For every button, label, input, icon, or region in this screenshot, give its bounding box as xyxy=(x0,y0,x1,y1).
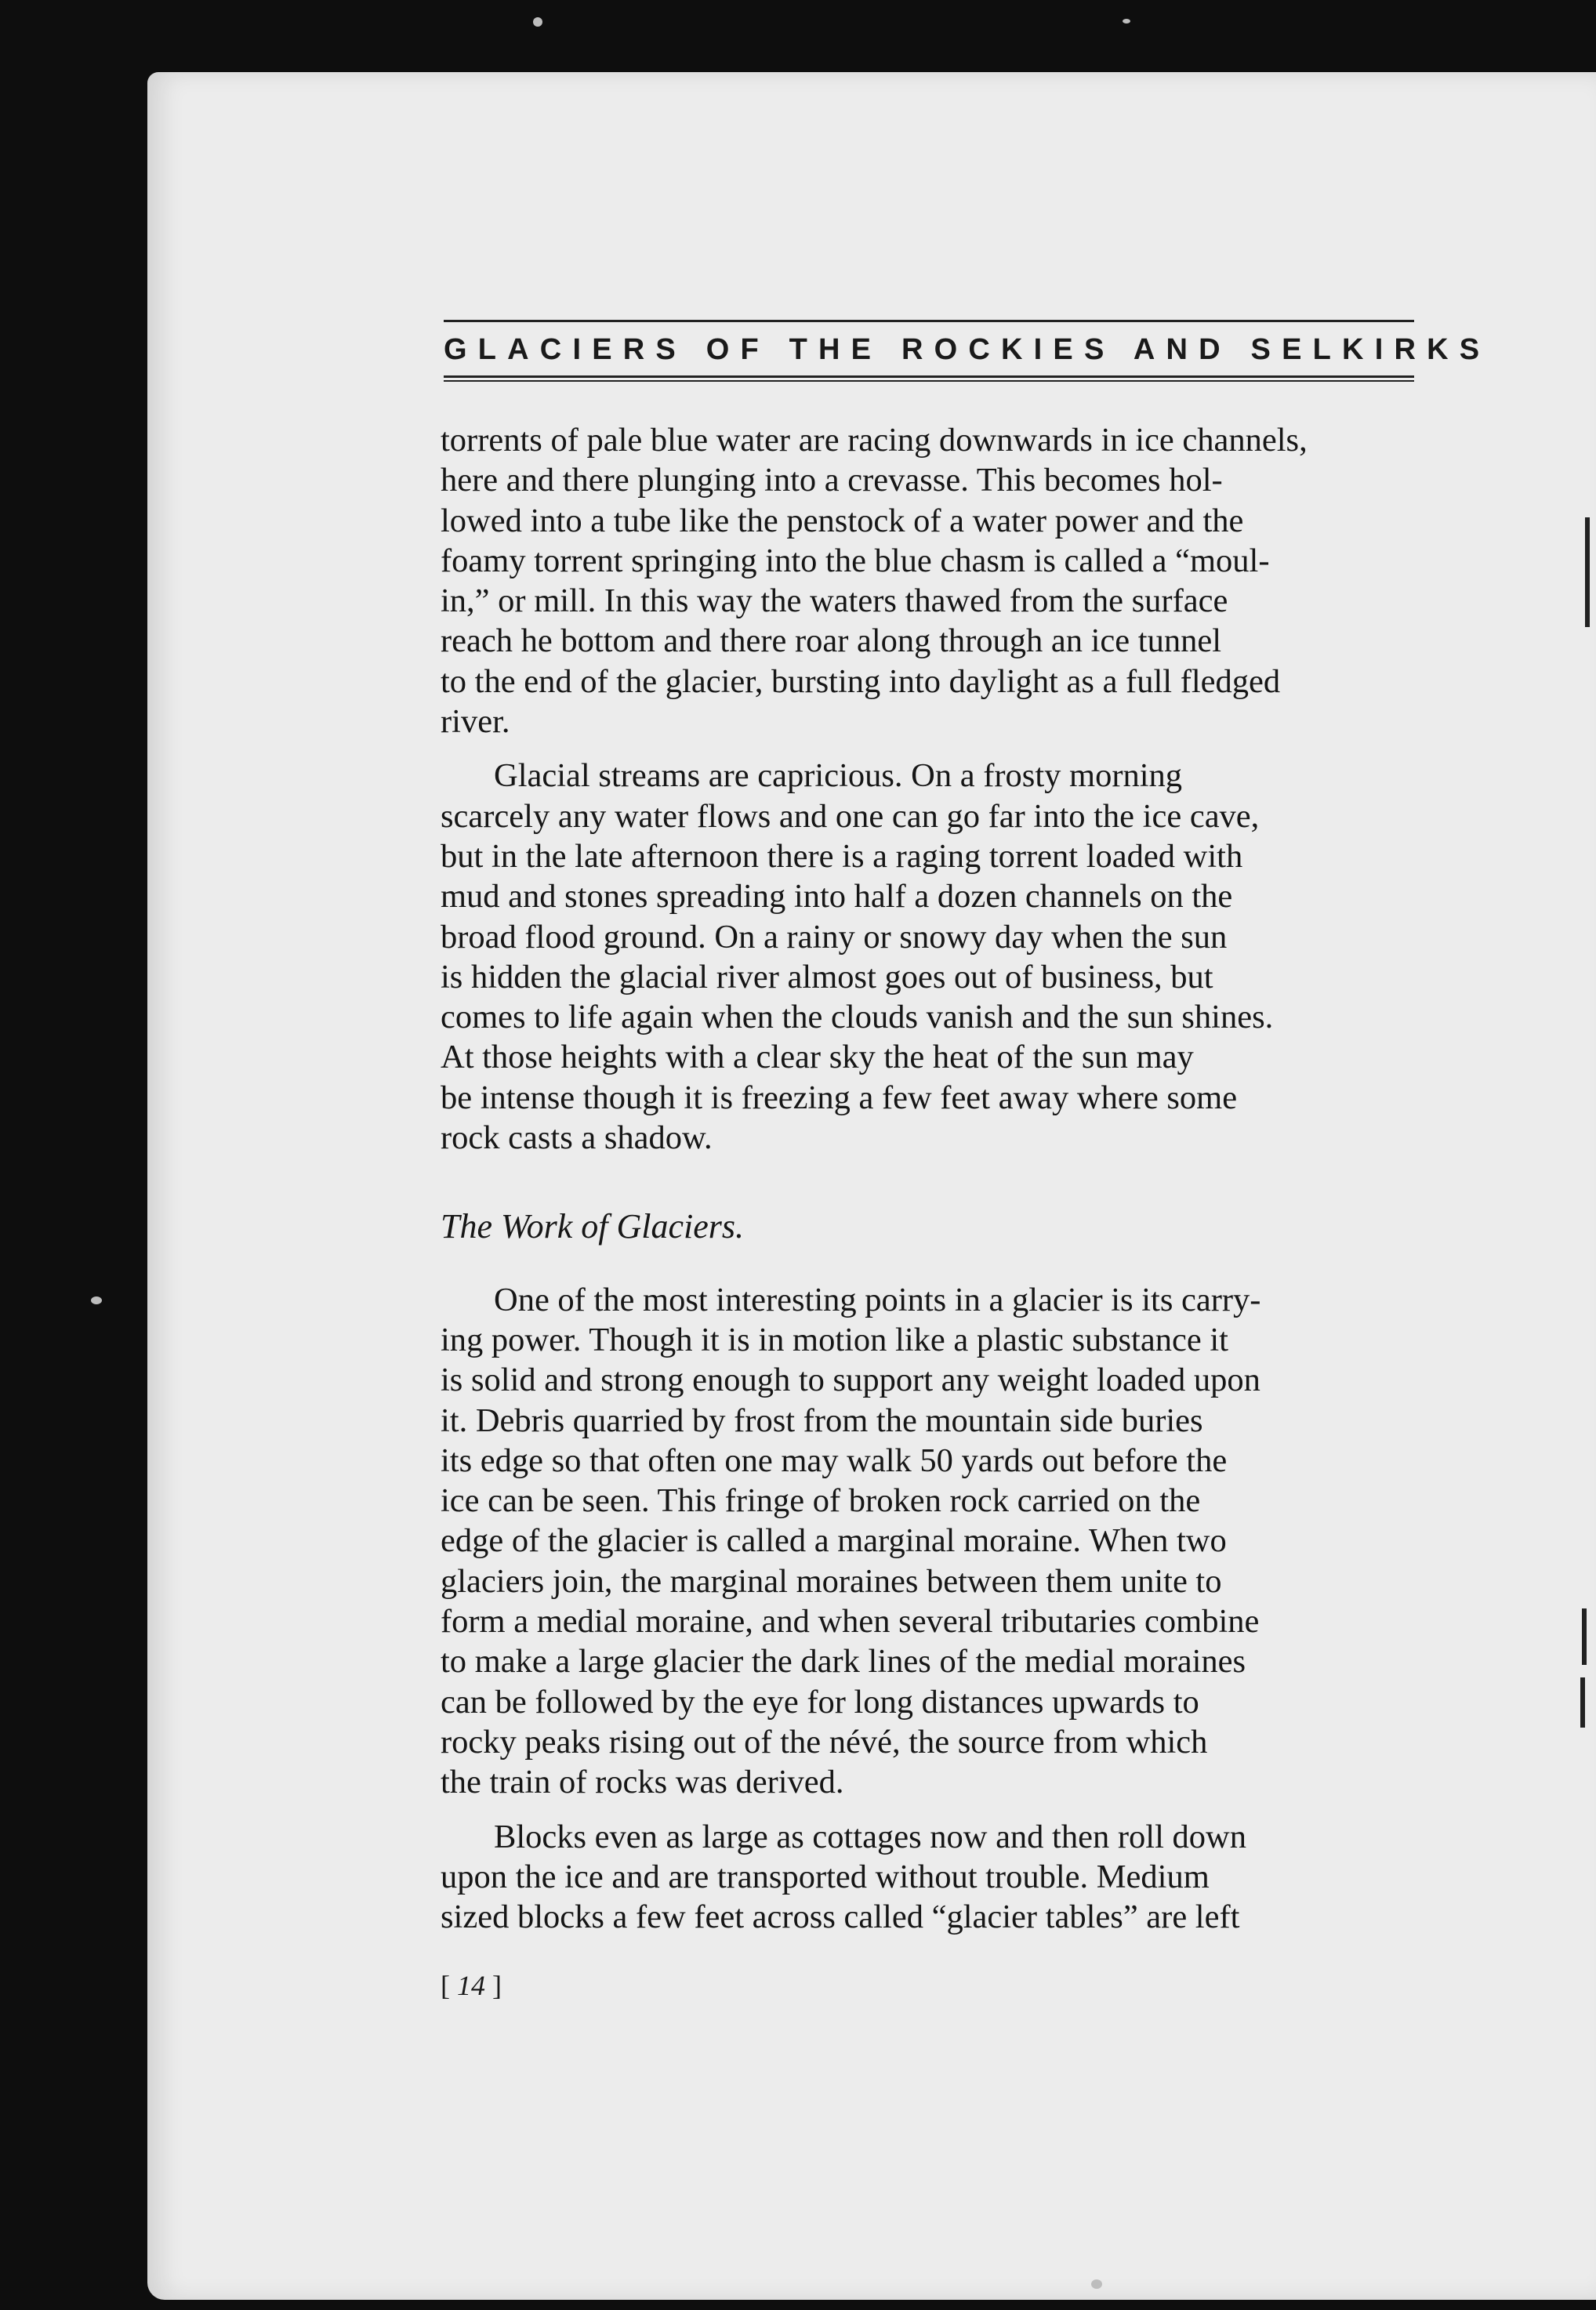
paragraph: torrents of pale blue water are racing downwards in ice channels, here and there plunging into a crevasse. This becomes hol- lowed into a tube like the penstock of a water power and the foamy torrent springing into the blue chasm is called a “moul- in,” or mill. In this way the waters thawed from the surface reach he bottom and there roar along through an ice tunnel to the end of the glacier, bursting into daylight as a full fledged river. xyxy=(441,422,1308,741)
scan-speck xyxy=(91,1296,102,1304)
scan-speck xyxy=(533,17,542,27)
scan-edge-mark xyxy=(1582,1608,1587,1665)
paragraph: One of the most interesting points in a glacier is its carry- ing power. Though it is in motion like a plastic substance it is solid and strong enough to support any weight loaded upon it. Debris quarried by frost from the mountain side buries its edge so that often one may walk 50 yards out before the ice can be seen. This fringe of broken rock carried on the edge of the glacier is called a marginal moraine. When two glaciers join, the marginal moraines between them unite to form a medial moraine, and when several tributaries combine to make a large glacier the dark lines of the medial moraines can be followed by the eye for long distances upwards to rocky peaks rising out of the névé, the source from which the train of rocks was derived. xyxy=(441,1281,1261,1801)
page-number-value: 14 xyxy=(457,1970,485,2001)
page-body xyxy=(441,420,1409,1937)
paragraph: Blocks even as large as cottages now and then roll down upon the ice and are transported without trouble. Medium sized blocks a few feet across called “glacier tables” are left xyxy=(441,1818,1246,1936)
running-head-block xyxy=(444,320,1491,382)
scan-speck xyxy=(1091,2279,1102,2289)
paragraph: Glacial streams are capricious. On a frosty morning scarcely any water flows and one can go far into the ice cave, but in the late afternoon there is a raging torrent loaded with mud and stones spreading into half a dozen channels on the broad flood ground. On a rainy or snowy day when the sun is hidden the glacial river almost goes out of business, but comes to life again when the clouds vanish and the sun shines. At those heights with a clear sky the heat of the sun may be intense though it is freezing a few feet away where some rock casts a shadow. xyxy=(441,757,1274,1157)
scan-edge-mark xyxy=(1585,517,1590,627)
running-head: GLACIERS OF THE ROCKIES AND SELKIRKS xyxy=(444,333,1491,366)
header-bottom-rule-2 xyxy=(444,380,1414,382)
scan-edge-mark xyxy=(1580,1677,1585,1728)
header-bottom-rule xyxy=(444,375,1414,378)
page-number: [ 14 ] xyxy=(441,1970,502,2001)
scan-speck xyxy=(1123,19,1130,24)
section-heading: The Work of Glaciers. xyxy=(441,1207,745,1246)
